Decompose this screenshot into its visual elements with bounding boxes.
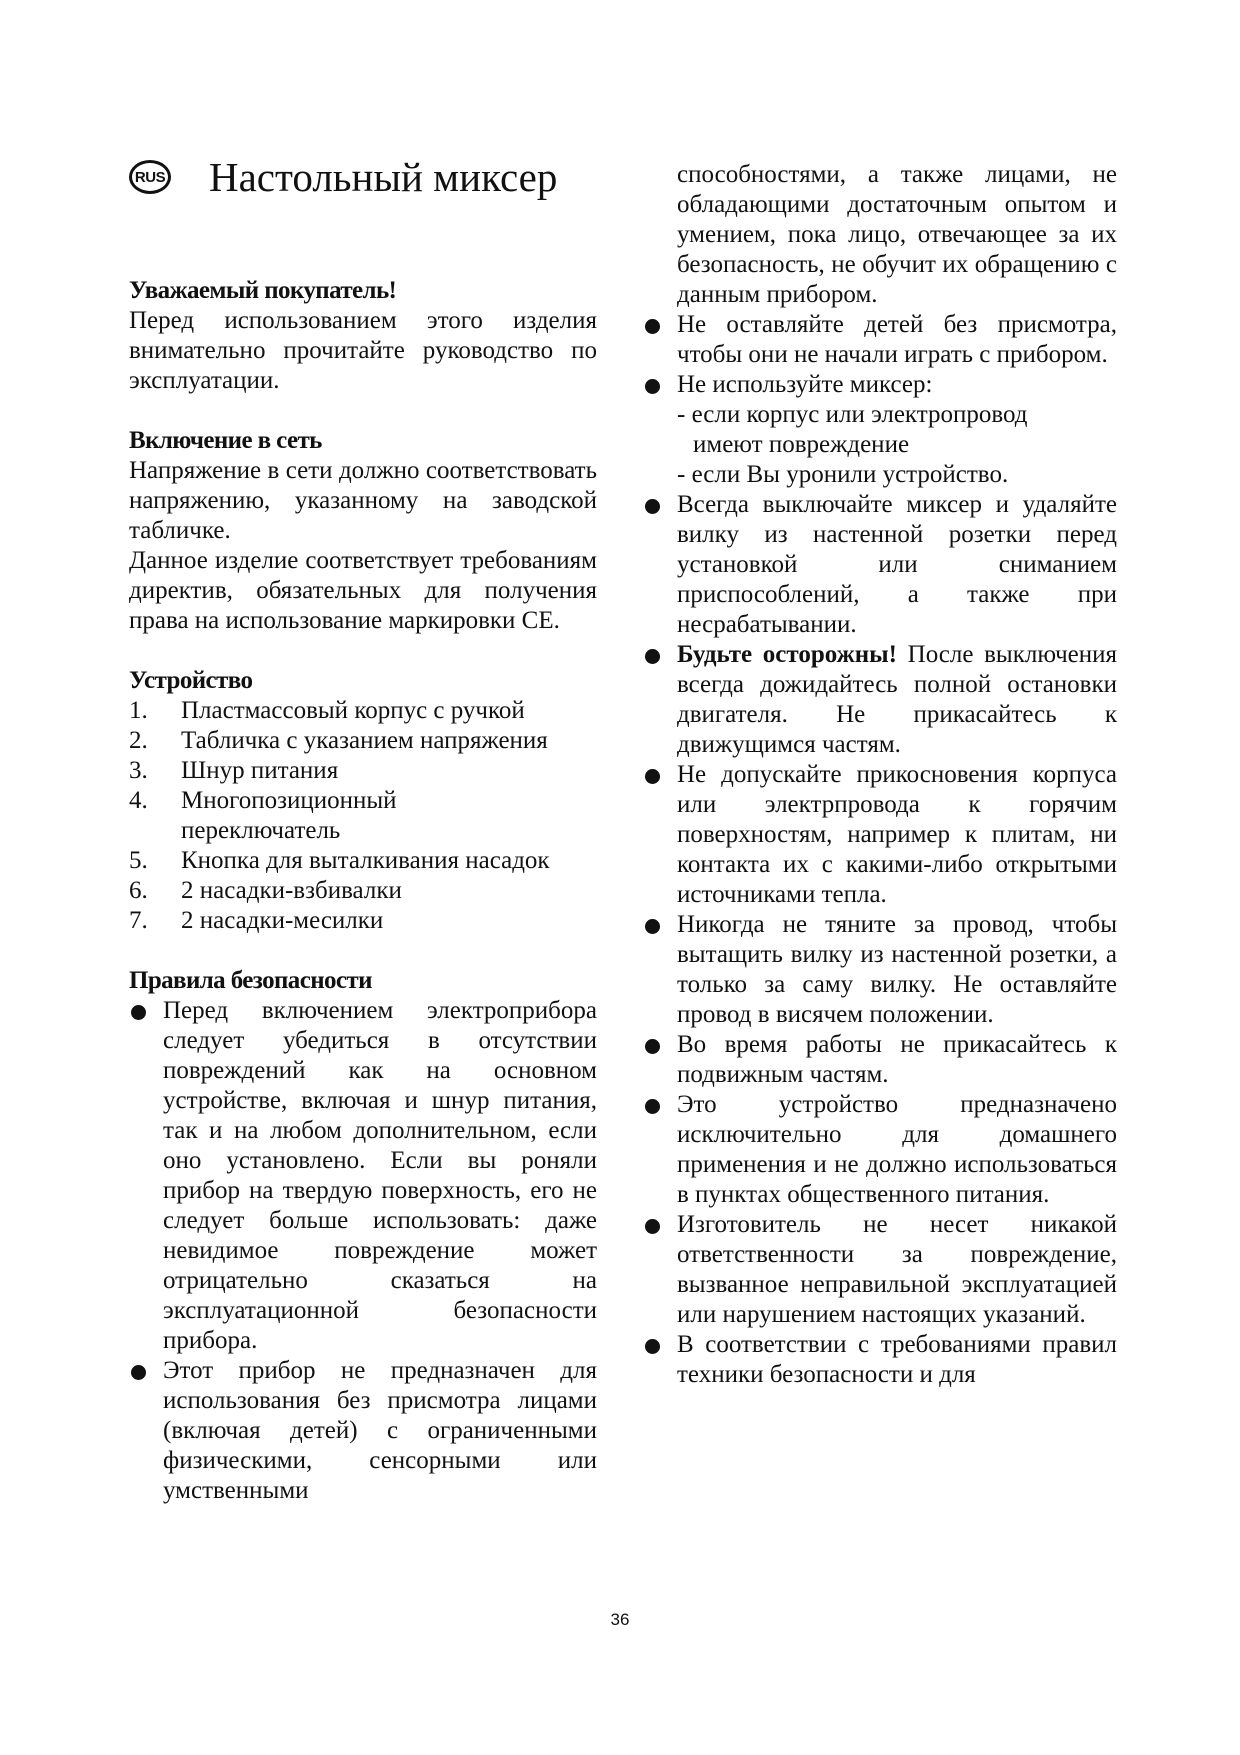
- bullet-icon: [643, 760, 677, 910]
- bullet-icon: [643, 1090, 677, 1210]
- list-item: 7. 2 насадки-месилки: [129, 907, 384, 934]
- list-item: Не допускайте прикосновения корпуса или электрпровода к горячим поверхностям, например к плитам, ни контакта их с какими-либо открытыми источниками тепла.: [643, 760, 1117, 910]
- list-item: Этот прибор не предназначен для использования без присмотра лицами (включая детей) с ограниченными физическими, сенсорными или умственными: [129, 1356, 597, 1506]
- right-column: [643, 160, 1117, 1390]
- list-item: Изготовитель не несет никакой ответственности за повреждение, вызванное неправильной эксплуатацией или нарушением настоящих указаний.: [643, 1210, 1117, 1330]
- bullet-icon: [129, 1356, 163, 1506]
- left-column: [129, 276, 597, 1506]
- list-item: Во время работы не прикасайтесь к подвижным частям.: [643, 1030, 1117, 1090]
- bullet-icon: [129, 996, 163, 1356]
- bullet-icon: [643, 490, 677, 640]
- list-item: 6. 2 насадки-взбивалки: [129, 877, 402, 904]
- bullet-icon: [643, 310, 677, 370]
- list-item: Не используйте миксер: - если корпус или электропровод имеют повреждение - если Вы уронили устройство.: [643, 370, 1117, 490]
- list-item: Будьте осторожны! После выключения всегда дожидайтесь полной остановки двигателя. Не прикасайтесь к движущимся частям.: [643, 640, 1117, 760]
- warning-emphasis: Будьте осторожны!: [677, 641, 897, 668]
- bullet-icon: [643, 1030, 677, 1090]
- page-title: Настольный миксер: [209, 154, 558, 200]
- device-heading: Устройство: [129, 667, 253, 694]
- list-item: Не оставляйте детей без присмотра, чтобы они не начали играть с прибором.: [643, 310, 1117, 370]
- power-text-1: Напряжение в сети должно соответствовать напряжению, указанному на заводской табличке.: [129, 457, 597, 544]
- list-item: 2. Табличка с указанием напряжения: [129, 727, 548, 754]
- power-text-2: Данное изделие соответствует требованиям директив, обязательных для получения права на использование маркировки CE.: [129, 547, 597, 634]
- list-item: Это устройство предназначено исключительно для домашнего применения и не должно использоваться в пунктах общественного питания.: [643, 1090, 1117, 1210]
- list-item: 5. Кнопка для выталкивания насадок: [129, 847, 550, 874]
- title-row: [129, 152, 557, 202]
- list-item: Перед включением электроприбора следует убедиться в отсутствии повреждений как на основном устройстве, включая и шнур питания, так и на любом дополнительном, если оно установлено. Если вы роняли прибор на твердую поверхность, его не следует больше использовать: даже невидимое повреждение может отрицательно сказаться на эксплуатационной безопасности прибора.: [129, 996, 597, 1356]
- bullet-icon: [643, 1330, 677, 1390]
- bullet-icon: [643, 370, 677, 490]
- safety-list-right: [643, 310, 1117, 1390]
- language-badge: RUS: [129, 160, 171, 194]
- bullet-icon: [643, 910, 677, 1030]
- continued-text: способностями, а также лицами, не обладающими достаточным опытом и умением, пока лицо, отвечающее за их безопасность, не обучит их обращению с данным прибором.: [677, 161, 1117, 308]
- greeting-heading: Уважаемый покупатель!: [129, 277, 397, 304]
- bullet-icon: [643, 640, 677, 760]
- bullet-icon: [643, 1210, 677, 1330]
- list-item: 4. Многопозиционный переключатель: [129, 787, 397, 844]
- safety-list-left: [129, 996, 597, 1506]
- list-item: В соответствии с требованиями правил техники безопасности и для: [643, 1330, 1117, 1390]
- list-item: Никогда не тяните за провод, чтобы вытащить вилку из настенной розетки, а только за саму вилку. Не оставляйте провод в висячем положении.: [643, 910, 1117, 1030]
- list-item: Всегда выключайте миксер и удаляйте вилку из настенной розетки перед установкой или сниманием приспособлений, а также при несрабатывании.: [643, 490, 1117, 640]
- safety-heading: Правила безопасности: [129, 967, 372, 994]
- device-parts-list: [129, 696, 597, 936]
- list-item: 1. Пластмассовый корпус с ручкой: [129, 697, 525, 724]
- list-item: 3. Шнур питания: [129, 757, 339, 784]
- greeting-text: Перед использованием этого изделия внимательно прочитайте руководство по эксплуатации.: [129, 307, 597, 394]
- power-heading: Включение в сеть: [129, 427, 322, 454]
- page-number: 36: [610, 1610, 630, 1629]
